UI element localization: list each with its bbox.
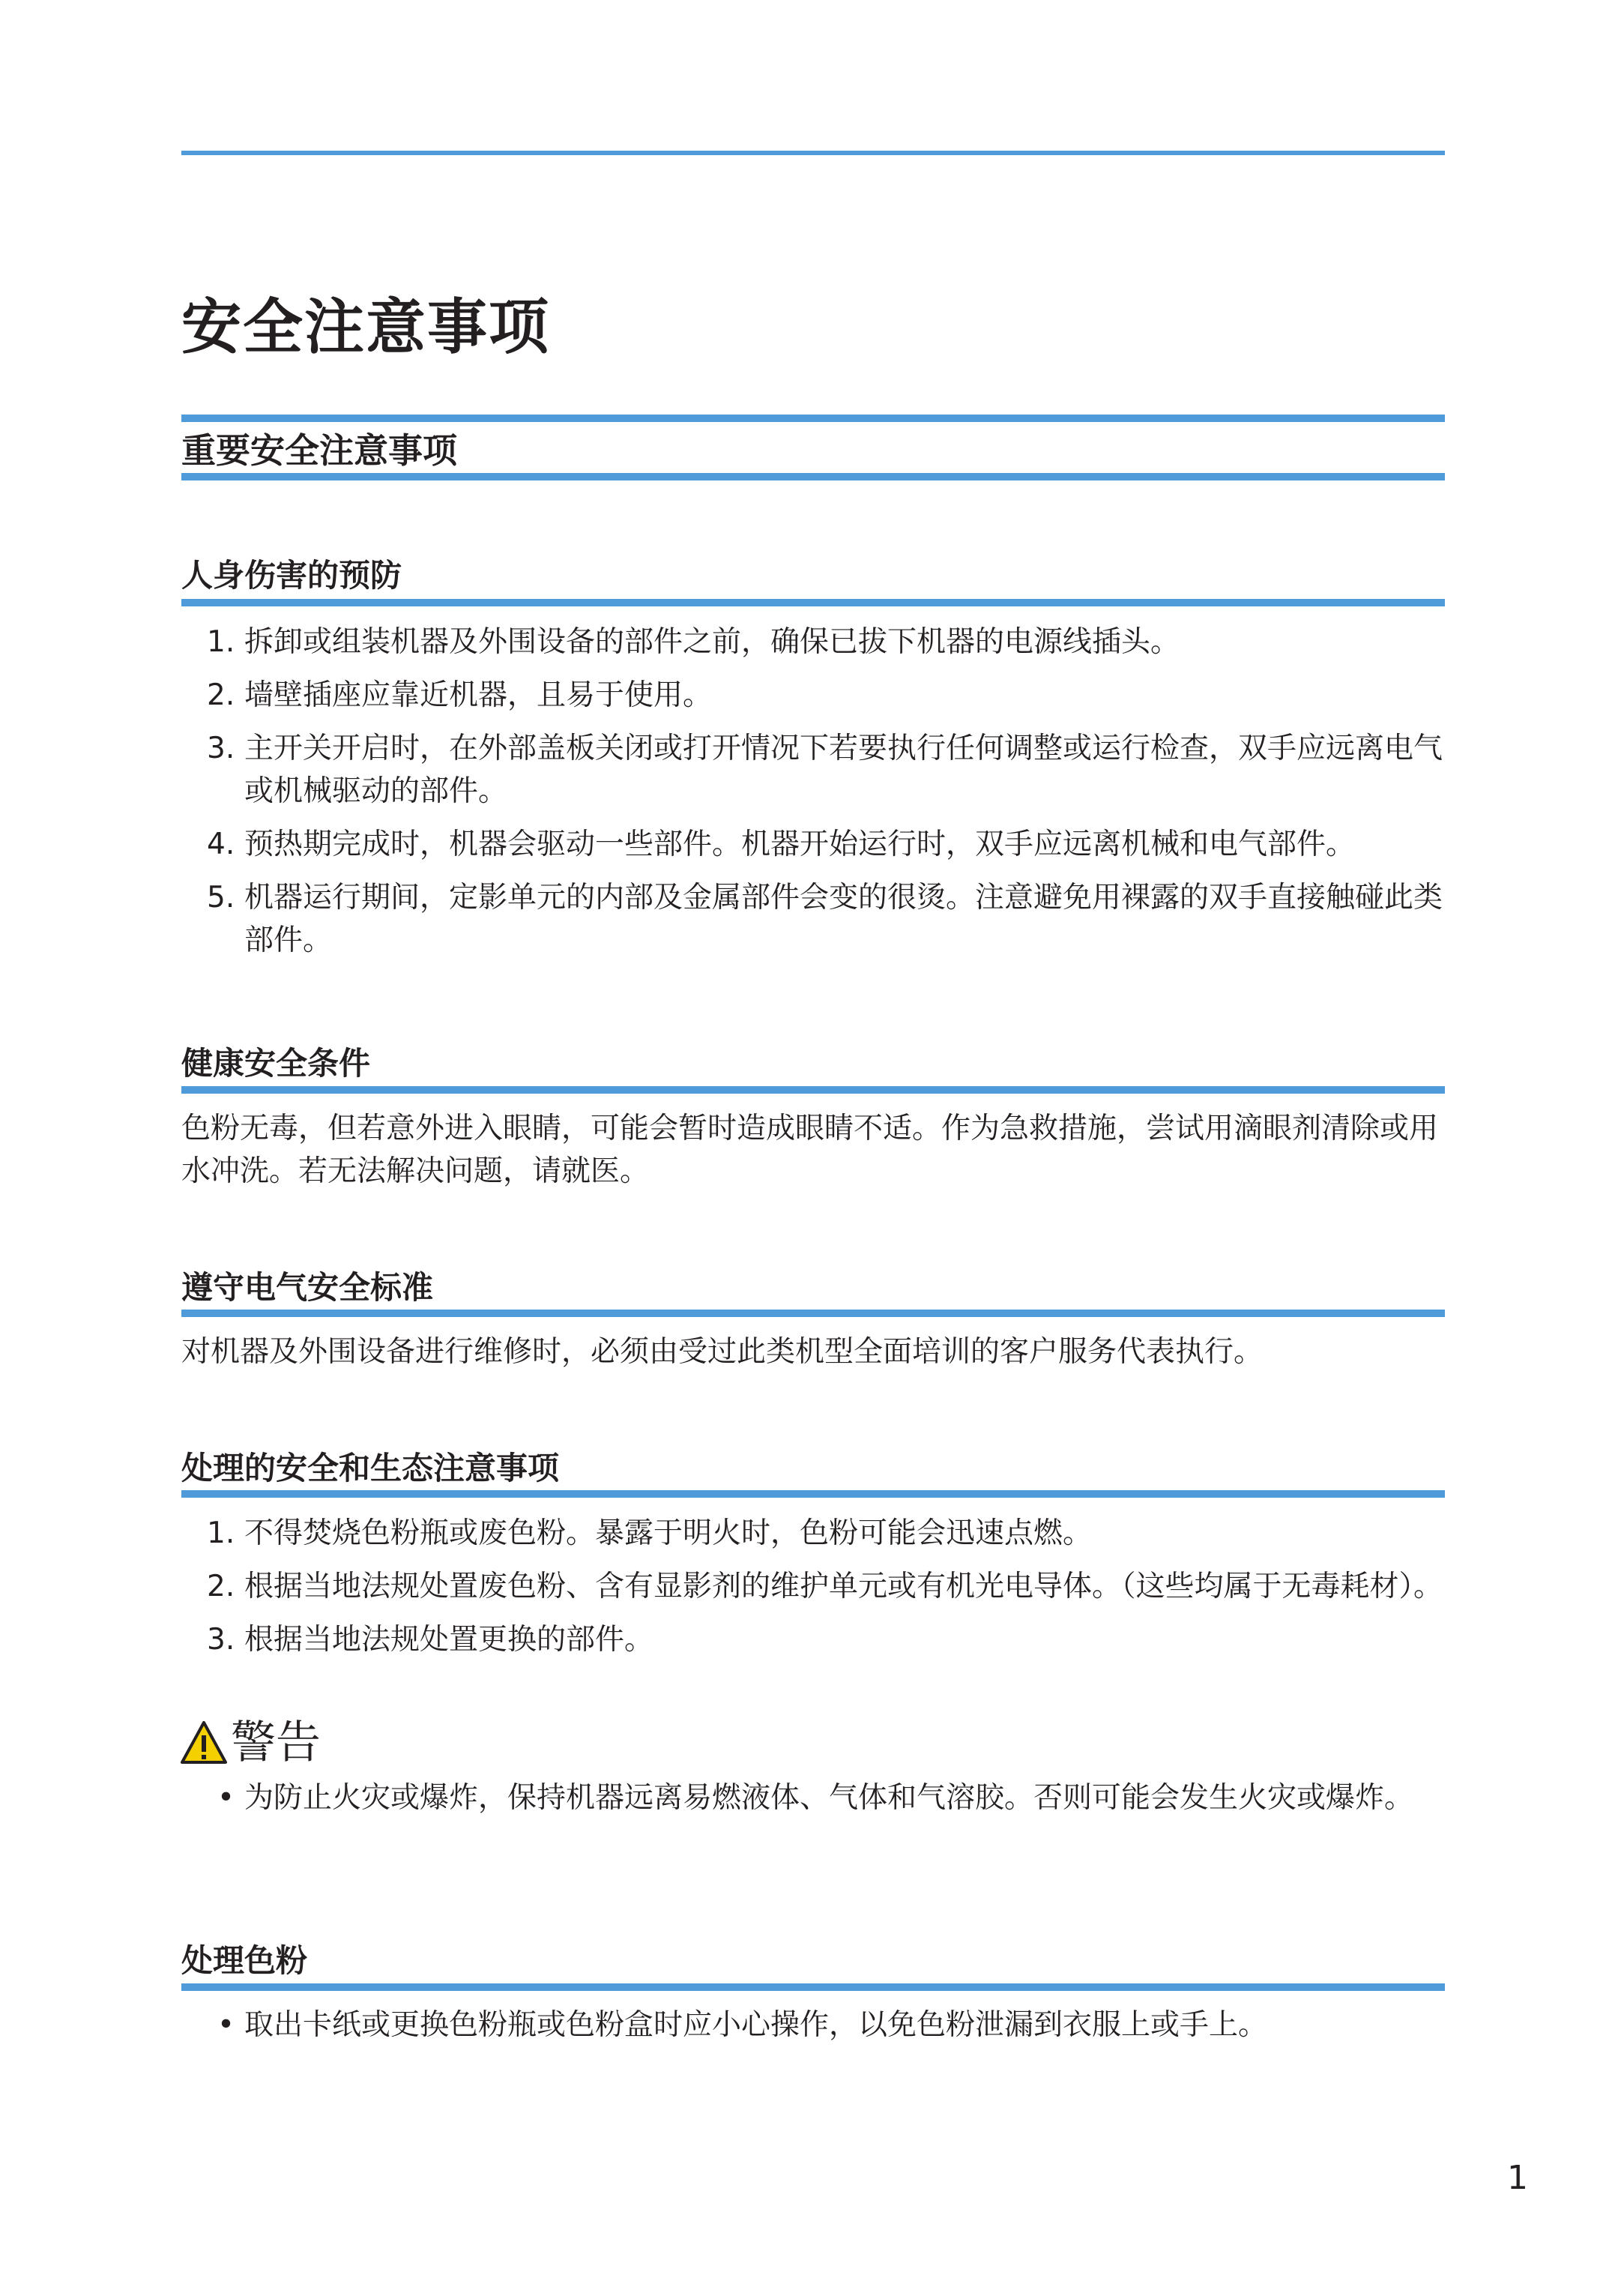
list-item (181, 823, 1445, 866)
electrical-heading: 遵守电气安全标准 (181, 1269, 434, 1306)
bullet-icon: • (217, 1781, 235, 1815)
list-item-text: 拆卸或组装机器及外围设备的部件之前，确保已拔下机器的电源线插头。 (244, 625, 1180, 659)
list-item-number: 4. (207, 828, 235, 861)
list-item (181, 674, 1445, 717)
list-item (181, 1512, 1445, 1555)
disposal-heading-rule (181, 1490, 1445, 1498)
list-item (181, 1777, 1445, 1819)
list-item-text: 机器运行期间，定影单元的内部及金属部件会变的很烫。注意避免用裸露的双手直接触碰此类部件。 (244, 881, 1443, 957)
electrical-heading-rule (181, 1310, 1445, 1317)
list-item-text: 墙壁插座应靠近机器，且易于使用。 (244, 678, 713, 712)
list-item (181, 876, 1445, 962)
section-rule-bottom (181, 473, 1445, 480)
warning-list (181, 1777, 1445, 1819)
page-title: 安全注意事项 (181, 292, 550, 362)
injury-list (181, 621, 1445, 962)
list-item-text: 取出卡纸或更换色粉瓶或色粉盒时应小心操作，以免色粉泄漏到衣服上或手上。 (244, 2008, 1268, 2042)
page-number: 1 (1507, 2159, 1528, 2197)
list-item (181, 1618, 1445, 1661)
warning-label: 警告 (231, 1717, 321, 1769)
top-rule (181, 151, 1445, 155)
disposal-list (181, 1512, 1445, 1661)
warning-triangle-icon (180, 1720, 228, 1765)
list-item-text: 不得焚烧色粉瓶或废色粉。暴露于明火时，色粉可能会迅速点燃。 (244, 1516, 1093, 1550)
injury-heading: 人身伤害的预防 (181, 557, 402, 594)
electrical-text: 对机器及外围设备进行维修时，必须由受过此类机型全面培训的客户服务代表执行。 (181, 1335, 1264, 1369)
bullet-icon: • (217, 2008, 235, 2042)
section-title: 重要安全注意事项 (181, 430, 457, 471)
list-item (181, 2004, 1445, 2046)
list-item-number: 1. (207, 1516, 235, 1550)
disposal-heading: 处理的安全和生态注意事项 (181, 1450, 560, 1486)
list-item (181, 1565, 1445, 1608)
list-item (181, 727, 1445, 813)
warning-header (180, 1717, 321, 1769)
list-item-number: 2. (207, 678, 235, 712)
list-item-text: 主开关开启时，在外部盖板关闭或打开情况下若要执行任何调整或运行检查，双手应远离电气或机械驱动的部件。 (244, 732, 1443, 808)
list-item (181, 621, 1445, 663)
list-item-text: 根据当地法规处置废色粉、含有显影剂的维护单元或有机光电导体。（这些均属于无毒耗材）。 (244, 1570, 1443, 1603)
list-item-number: 5. (207, 881, 235, 915)
list-item-text: 为防止火灾或爆炸，保持机器远离易燃液体、气体和气溶胶。否则可能会发生火灾或爆炸。 (244, 1781, 1414, 1815)
list-item-text: 预热期完成时，机器会驱动一些部件。机器开始运行时，双手应远离机械和电气部件。 (244, 828, 1356, 861)
list-item-number: 3. (207, 1623, 235, 1657)
toner-list (181, 2004, 1445, 2046)
injury-heading-rule (181, 599, 1445, 606)
list-item-number: 3. (207, 732, 235, 765)
health-heading: 健康安全条件 (181, 1045, 371, 1082)
list-item-text: 根据当地法规处置更换的部件。 (244, 1623, 654, 1657)
health-heading-rule (181, 1086, 1445, 1094)
list-item-number: 1. (207, 625, 235, 659)
toner-heading: 处理色粉 (181, 1942, 308, 1979)
health-text: 色粉无毒，但若意外进入眼睛，可能会暂时造成眼睛不适。作为急救措施，尝试用滴眼剂清除或用水冲洗。若无法解决问题，请就医。 (181, 1112, 1439, 1188)
toner-heading-rule (181, 1983, 1445, 1991)
list-item-number: 2. (207, 1570, 235, 1603)
section-rule-top (181, 415, 1445, 422)
